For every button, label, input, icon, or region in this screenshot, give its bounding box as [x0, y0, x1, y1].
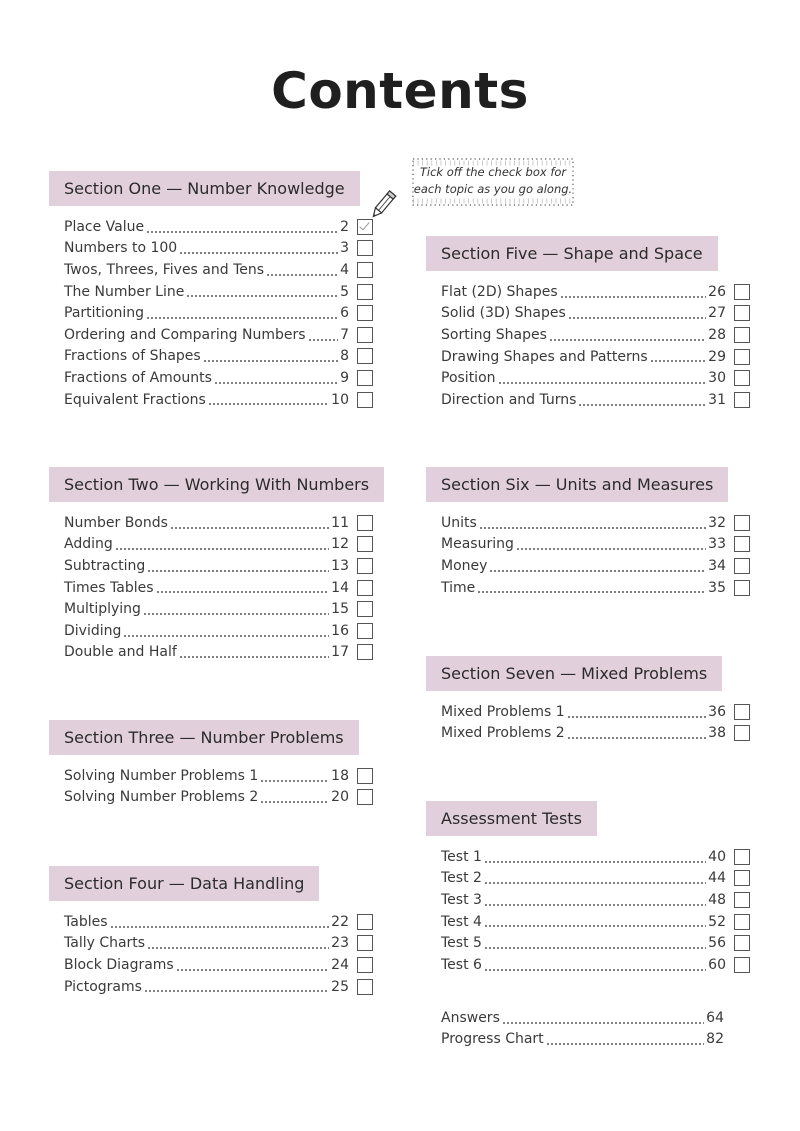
toc-entry — [426, 723, 750, 745]
topic-checkbox[interactable] — [357, 789, 373, 805]
toc-entry-label: Test 5 — [441, 935, 482, 952]
dot-leader — [214, 382, 338, 384]
toc-entry — [49, 787, 373, 809]
section-six — [426, 467, 750, 598]
toc-entry — [49, 512, 373, 534]
toc-entry-label: Answers — [441, 1009, 500, 1026]
topic-checkbox[interactable] — [357, 327, 373, 343]
dot-leader — [123, 635, 329, 637]
note-line-1: Tick off the check box for — [419, 165, 567, 179]
topic-checkbox[interactable] — [357, 392, 373, 408]
toc-entry-page-number: 13 — [331, 557, 349, 574]
toc-entry-label: Test 4 — [441, 913, 482, 930]
dot-leader — [170, 527, 329, 529]
toc-entry — [426, 932, 750, 954]
dot-leader — [144, 990, 329, 992]
dot-leader — [146, 231, 338, 233]
toc-entry-label: Block Diagrams — [64, 956, 174, 973]
toc-entry-page-number: 25 — [331, 978, 349, 995]
section-extras — [426, 1007, 724, 1050]
dot-leader — [568, 317, 706, 319]
topic-checkbox[interactable] — [734, 515, 750, 531]
toc-entry — [49, 577, 373, 599]
topic-checkbox[interactable] — [357, 240, 373, 256]
section-seven — [426, 656, 750, 744]
topic-checkbox[interactable] — [357, 262, 373, 278]
toc-entry-label: Multiplying — [64, 601, 141, 618]
toc-entry — [49, 216, 373, 238]
toc-entry — [49, 281, 373, 303]
toc-entry-label: Tables — [64, 913, 108, 930]
toc-entry-label: Mixed Problems 1 — [441, 703, 565, 720]
toc-entry-page-number: 44 — [708, 870, 726, 887]
topic-checkbox[interactable] — [734, 870, 750, 886]
dot-leader — [203, 360, 338, 362]
topic-checkbox[interactable] — [357, 979, 373, 995]
topic-checkbox[interactable] — [357, 644, 373, 660]
toc-entry-page-number: 18 — [331, 767, 349, 784]
page-title: Contents — [271, 62, 529, 120]
toc-entry-label: Fractions of Shapes — [64, 348, 201, 365]
topic-checkbox[interactable] — [734, 704, 750, 720]
toc-entry-page-number: 29 — [708, 348, 726, 365]
toc-entry-label: Solid (3D) Shapes — [441, 305, 566, 322]
toc-entry — [49, 324, 373, 346]
toc-entry-label: Sorting Shapes — [441, 326, 547, 343]
section-header: Section Four — Data Handling — [49, 866, 319, 901]
toc-entry — [426, 555, 750, 577]
toc-entry — [426, 512, 750, 534]
toc-entry-page-number: 15 — [331, 601, 349, 618]
topic-checkbox[interactable] — [357, 558, 373, 574]
toc-entry — [49, 642, 373, 664]
toc-entry — [49, 933, 373, 955]
toc-entry — [426, 954, 750, 976]
section-two — [49, 467, 373, 663]
dot-leader — [146, 317, 338, 319]
dot-leader — [502, 1022, 704, 1024]
topic-checkbox[interactable] — [734, 349, 750, 365]
topic-checkbox[interactable] — [357, 219, 373, 235]
toc-entry — [426, 889, 750, 911]
section-header: Section Two — Working With Numbers — [49, 467, 384, 502]
dot-leader — [498, 382, 707, 384]
topic-checkbox[interactable] — [357, 515, 373, 531]
topic-checkbox[interactable] — [357, 305, 373, 321]
toc-entry-page-number: 34 — [708, 557, 726, 574]
dot-leader — [484, 861, 706, 863]
topic-checkbox[interactable] — [734, 558, 750, 574]
toc-entry — [426, 324, 750, 346]
section-header: Section Five — Shape and Space — [426, 236, 718, 271]
topic-checkbox[interactable] — [734, 284, 750, 300]
section-four — [49, 866, 373, 997]
section-header: Assessment Tests — [426, 801, 597, 836]
toc-entry-label: Dividing — [64, 622, 122, 639]
dot-leader — [186, 295, 338, 297]
section-one — [49, 171, 373, 410]
section-three — [49, 720, 373, 808]
toc-entry-page-number: 31 — [708, 391, 726, 408]
toc-entry-page-number: 22 — [331, 913, 349, 930]
dot-leader — [560, 296, 707, 298]
topic-checkbox[interactable] — [734, 392, 750, 408]
dot-leader — [260, 780, 329, 782]
topic-checkbox[interactable] — [734, 935, 750, 951]
toc-entry — [426, 367, 750, 389]
topic-checkbox[interactable] — [357, 914, 373, 930]
section-header: Section One — Number Knowledge — [49, 171, 360, 206]
toc-entry-page-number: 6 — [340, 305, 349, 322]
toc-entry-label: The Number Line — [64, 283, 185, 300]
toc-entry-label: Numbers to 100 — [64, 240, 178, 257]
topic-checkbox[interactable] — [357, 284, 373, 300]
topic-checkbox[interactable] — [734, 327, 750, 343]
dot-leader — [479, 527, 706, 529]
toc-entry — [49, 302, 373, 324]
dot-leader — [156, 591, 330, 593]
toc-entry-label: Position — [441, 370, 496, 387]
dot-leader — [484, 947, 706, 949]
topic-checkbox[interactable] — [357, 935, 373, 951]
toc-entry — [426, 846, 750, 868]
toc-entry-page-number: 56 — [708, 935, 726, 952]
toc-entry-page-number: 32 — [708, 514, 726, 531]
toc-entry — [426, 868, 750, 890]
section-assessment-tests — [426, 801, 750, 976]
toc-entry-page-number: 2 — [340, 218, 349, 235]
dot-leader — [484, 904, 706, 906]
toc-entry-label: Twos, Threes, Fives and Tens — [64, 261, 265, 278]
toc-entry-page-number: 82 — [706, 1031, 724, 1048]
topic-checkbox[interactable] — [734, 849, 750, 865]
dot-leader — [176, 969, 329, 971]
topic-checkbox[interactable] — [357, 601, 373, 617]
topic-checkbox[interactable] — [734, 914, 750, 930]
toc-entry-label: Time — [441, 579, 476, 596]
toc-entry-label: Equivalent Fractions — [64, 391, 206, 408]
toc-entry-page-number: 23 — [331, 935, 349, 952]
toc-entry-label: Ordering and Comparing Numbers — [64, 326, 306, 343]
toc-entry-label: Adding — [64, 536, 113, 553]
section-header: Section Three — Number Problems — [49, 720, 359, 755]
dot-leader — [516, 548, 706, 550]
dot-leader — [208, 403, 329, 405]
toc-entry-label: Number Bonds — [64, 514, 168, 531]
toc-entry — [426, 281, 750, 303]
dot-leader — [578, 404, 706, 406]
toc-entry-label: Test 3 — [441, 891, 482, 908]
dot-leader — [484, 969, 706, 971]
toc-entry — [49, 238, 373, 260]
toc-entry-page-number: 28 — [708, 326, 726, 343]
toc-entry — [49, 389, 373, 411]
dot-leader — [308, 339, 339, 341]
toc-entry-page-number: 14 — [331, 579, 349, 596]
topic-checkbox[interactable] — [734, 892, 750, 908]
toc-entry-label: Test 2 — [441, 870, 482, 887]
toc-entry-page-number: 12 — [331, 536, 349, 553]
toc-entry-label: Double and Half — [64, 644, 177, 661]
toc-entry — [49, 555, 373, 577]
toc-entry — [426, 534, 750, 556]
toc-entry-page-number: 36 — [708, 703, 726, 720]
dot-leader — [147, 570, 329, 572]
toc-entry — [49, 976, 373, 998]
topic-checkbox[interactable] — [357, 957, 373, 973]
toc-entry-label: Pictograms — [64, 978, 142, 995]
toc-entry-label: Direction and Turns — [441, 391, 577, 408]
toc-entry — [49, 620, 373, 642]
toc-entry-label: Test 6 — [441, 956, 482, 973]
toc-entry-label: Solving Number Problems 2 — [64, 789, 259, 806]
section-five — [426, 236, 750, 411]
dot-leader — [549, 339, 706, 341]
toc-entry-label: Measuring — [441, 536, 514, 553]
toc-entry-label: Flat (2D) Shapes — [441, 283, 558, 300]
toc-entry-label: Test 1 — [441, 848, 482, 865]
toc-entry-page-number: 33 — [708, 536, 726, 553]
dot-leader — [546, 1043, 705, 1045]
instruction-note — [411, 157, 575, 207]
dot-leader — [260, 801, 329, 803]
toc-entry-label: Subtracting — [64, 557, 146, 574]
toc-entry-page-number: 38 — [708, 725, 726, 742]
toc-entry — [49, 534, 373, 556]
toc-entry-label: Times Tables — [64, 579, 154, 596]
toc-entry-label: Mixed Problems 2 — [441, 725, 565, 742]
toc-entry-page-number: 10 — [331, 391, 349, 408]
toc-entry-page-number: 7 — [340, 326, 349, 343]
topic-checkbox[interactable] — [357, 348, 373, 364]
dot-leader — [179, 656, 329, 658]
toc-entry — [426, 303, 750, 325]
toc-entry-page-number: 30 — [708, 370, 726, 387]
dot-leader — [110, 926, 330, 928]
toc-entry-label: Units — [441, 514, 477, 531]
toc-entry-page-number: 27 — [708, 305, 726, 322]
toc-entry-page-number: 3 — [340, 240, 349, 257]
toc-entry — [49, 346, 373, 368]
toc-entry — [426, 346, 750, 368]
topic-checkbox[interactable] — [357, 536, 373, 552]
dot-leader — [567, 737, 707, 739]
toc-entry-page-number: 24 — [331, 956, 349, 973]
dot-leader — [650, 360, 706, 362]
toc-entry-label: Place Value — [64, 218, 145, 235]
toc-entry-page-number: 48 — [708, 891, 726, 908]
toc-entry-page-number: 5 — [340, 283, 349, 300]
toc-entry — [49, 259, 373, 281]
toc-entry — [426, 911, 750, 933]
topic-checkbox[interactable] — [734, 536, 750, 552]
toc-entry-label: Progress Chart — [441, 1031, 544, 1048]
toc-entry-page-number: 9 — [340, 369, 349, 386]
toc-entry — [49, 911, 373, 933]
topic-checkbox[interactable] — [734, 305, 750, 321]
toc-entry — [426, 389, 750, 411]
toc-entry-page-number: 8 — [340, 348, 349, 365]
topic-checkbox[interactable] — [357, 768, 373, 784]
topic-checkbox[interactable] — [734, 957, 750, 973]
toc-entry-page-number: 20 — [331, 789, 349, 806]
toc-entry-page-number: 52 — [708, 913, 726, 930]
toc-entry-page-number: 16 — [331, 622, 349, 639]
toc-entry — [49, 598, 373, 620]
toc-entry-label: Partitioning — [64, 305, 144, 322]
topic-checkbox[interactable] — [357, 580, 373, 596]
toc-entry-label: Money — [441, 557, 488, 574]
dot-leader — [484, 882, 706, 884]
toc-entry — [426, 701, 750, 723]
note-line-2: each topic as you go along. — [413, 182, 573, 196]
toc-entry — [426, 1029, 724, 1051]
toc-entry-label: Solving Number Problems 1 — [64, 767, 259, 784]
dot-leader — [489, 570, 706, 572]
section-header: Section Seven — Mixed Problems — [426, 656, 722, 691]
topic-checkbox[interactable] — [357, 623, 373, 639]
topic-checkbox[interactable] — [357, 370, 373, 386]
toc-entry-label: Drawing Shapes and Patterns — [441, 348, 648, 365]
dot-leader — [477, 591, 706, 593]
toc-entry-page-number: 26 — [708, 283, 726, 300]
toc-entry-page-number: 60 — [708, 956, 726, 973]
toc-entry-page-number: 4 — [340, 261, 349, 278]
dot-leader — [143, 613, 329, 615]
dot-leader — [147, 947, 329, 949]
topic-checkbox[interactable] — [734, 725, 750, 741]
toc-entry — [49, 954, 373, 976]
dot-leader — [266, 274, 338, 276]
toc-entry-page-number: 11 — [331, 514, 349, 531]
topic-checkbox[interactable] — [734, 370, 750, 386]
section-header: Section Six — Units and Measures — [426, 467, 728, 502]
dot-leader — [567, 716, 707, 718]
toc-entry — [49, 367, 373, 389]
toc-entry-page-number: 64 — [706, 1009, 724, 1026]
toc-entry-label: Fractions of Amounts — [64, 369, 212, 386]
toc-entry — [49, 765, 373, 787]
toc-entry — [426, 1007, 724, 1029]
dot-leader — [179, 252, 338, 254]
toc-entry-page-number: 40 — [708, 848, 726, 865]
toc-entry-page-number: 35 — [708, 579, 726, 596]
dot-leader — [484, 925, 706, 927]
topic-checkbox[interactable] — [734, 580, 750, 596]
dot-leader — [115, 548, 329, 550]
toc-entry-page-number: 17 — [331, 644, 349, 661]
toc-entry — [426, 577, 750, 599]
toc-entry-label: Tally Charts — [64, 935, 146, 952]
